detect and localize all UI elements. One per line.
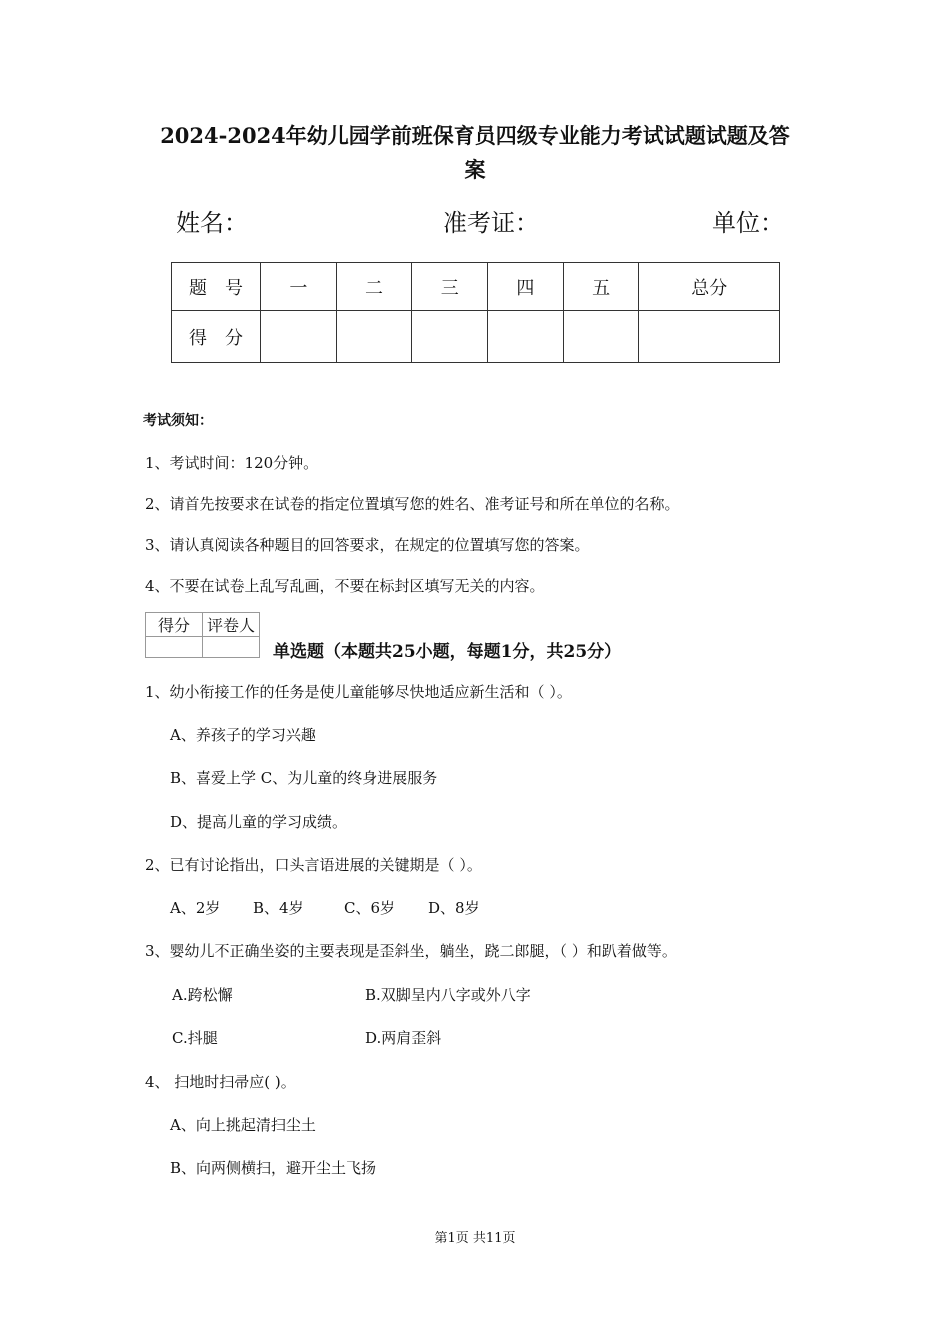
question-1: 1、幼小衔接工作的任务是使儿童能够尽快地适应新生活和（ ）。 bbox=[145, 683, 572, 701]
notice-item: 3、请认真阅读各种题目的回答要求，在规定的位置填写您的答案。 bbox=[145, 536, 590, 554]
score-cell-4[interactable] bbox=[488, 311, 564, 363]
question-3-option-d: D.两肩歪斜 bbox=[365, 1029, 442, 1047]
page-footer: 第1页 共11页 bbox=[434, 1231, 516, 1246]
grader-reviewer-cell[interactable] bbox=[203, 637, 260, 658]
header-section-2: 二 bbox=[336, 263, 412, 311]
unit-field-label: 单位： bbox=[712, 209, 784, 237]
score-row-label: 得 分 bbox=[172, 311, 261, 363]
notice-item: 1、考试时间：120分钟。 bbox=[145, 454, 319, 472]
question-3-option-a: A.跨松懈 bbox=[172, 986, 233, 1004]
notice-item: 2、请首先按要求在试卷的指定位置填写您的姓名、准考证号和所在单位的名称。 bbox=[145, 495, 680, 513]
exam-title-line1: 2024-2024年幼儿园学前班保育员四级专业能力考试试题试题及答 bbox=[160, 123, 790, 148]
header-section-4: 四 bbox=[488, 263, 564, 311]
question-3-option-c: C.抖腿 bbox=[172, 1029, 218, 1047]
question-4-option-b: B、向两侧横扫，避开尘土飞扬 bbox=[170, 1159, 377, 1177]
question-3: 3、婴幼儿不正确坐姿的主要表现是歪斜坐，躺坐，跷二郎腿，（ ）和趴着做等。 bbox=[145, 942, 677, 960]
header-section-1: 一 bbox=[261, 263, 337, 311]
exam-number-field-label: 准考证： bbox=[443, 209, 539, 237]
header-total: 总分 bbox=[639, 263, 780, 311]
score-table-score-row bbox=[172, 311, 780, 363]
score-cell-3[interactable] bbox=[412, 311, 488, 363]
name-field-label: 姓名： bbox=[176, 209, 248, 237]
question-2-option-a: A、2岁 bbox=[170, 899, 221, 917]
notice-heading: 考试须知： bbox=[143, 413, 213, 429]
score-table-header-row bbox=[172, 263, 780, 311]
exam-title-line2: 案 bbox=[464, 157, 486, 182]
header-question-number: 题 号 bbox=[172, 263, 261, 311]
score-cell-1[interactable] bbox=[261, 311, 337, 363]
grader-score-label: 得分 bbox=[146, 613, 203, 637]
notice-item: 4、不要在试卷上乱写乱画，不要在标封区填写无关的内容。 bbox=[145, 577, 545, 595]
header-section-3: 三 bbox=[412, 263, 488, 311]
section-title: 单选题（本题共25小题，每题1分，共25分） bbox=[273, 642, 622, 662]
grader-score-cell[interactable] bbox=[146, 637, 203, 658]
score-cell-2[interactable] bbox=[336, 311, 412, 363]
question-1-option-bc: B、喜爱上学 C、为儿童的终身进展服务 bbox=[170, 769, 438, 787]
question-2-option-b: B、4岁 bbox=[253, 899, 304, 917]
grader-reviewer-label: 评卷人 bbox=[203, 613, 260, 637]
score-cell-5[interactable] bbox=[563, 311, 639, 363]
question-2: 2、已有讨论指出，口头言语进展的关键期是（ ）。 bbox=[145, 856, 482, 874]
score-table bbox=[171, 262, 780, 363]
question-4-option-a: A、向上挑起清扫尘土 bbox=[170, 1116, 316, 1134]
question-1-option-a: A、养孩子的学习兴趣 bbox=[170, 726, 316, 744]
question-1-option-d: D、提高儿童的学习成绩。 bbox=[170, 813, 348, 831]
question-2-option-d: D、8岁 bbox=[428, 899, 480, 917]
question-4: 4、 扫地时扫帚应( )。 bbox=[145, 1073, 296, 1091]
score-cell-total[interactable] bbox=[639, 311, 780, 363]
question-2-option-c: C、6岁 bbox=[344, 899, 396, 917]
header-section-5: 五 bbox=[563, 263, 639, 311]
question-3-option-b: B.双脚呈内八字或外八字 bbox=[365, 986, 531, 1004]
grader-table bbox=[145, 612, 260, 658]
